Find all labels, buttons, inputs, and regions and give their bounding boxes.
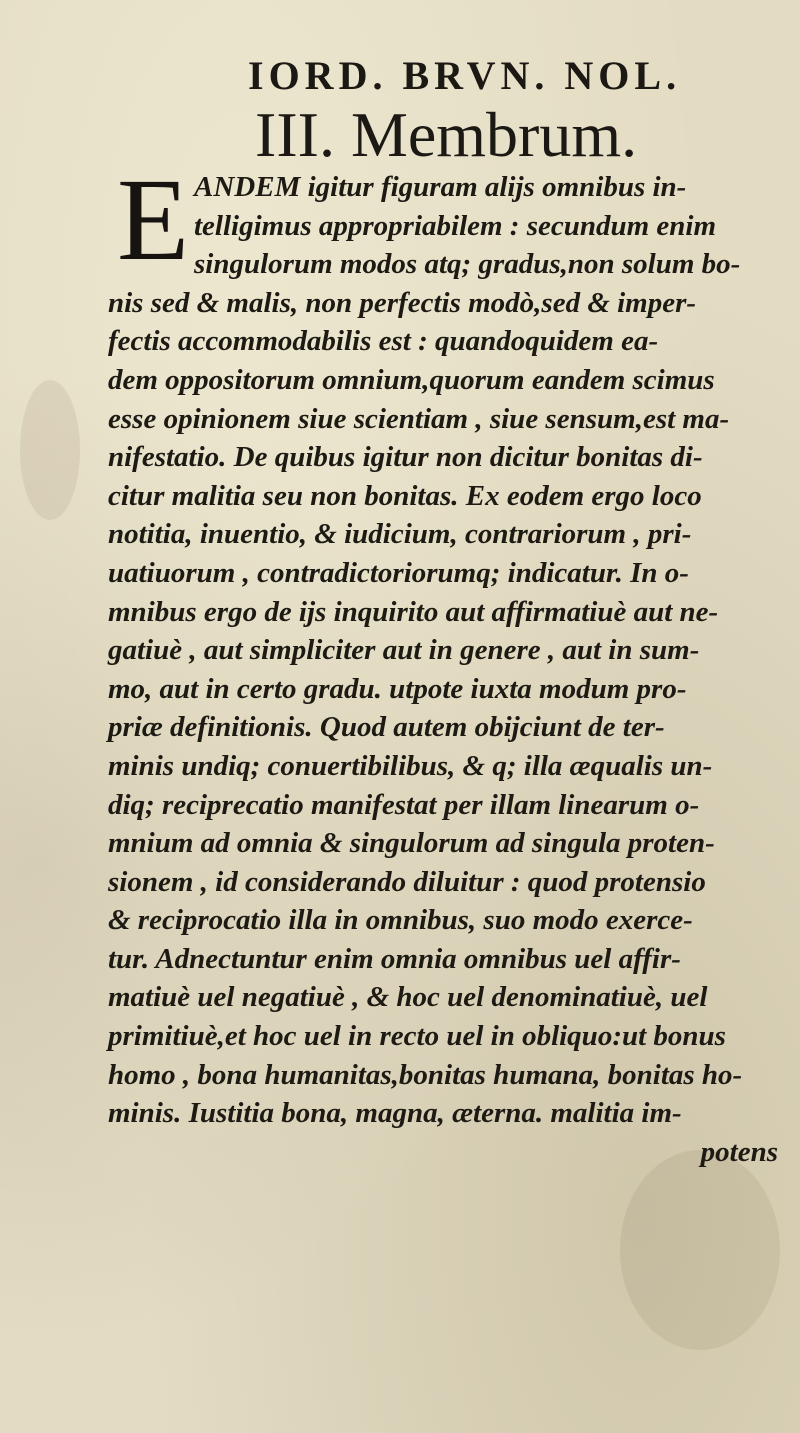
text-line: uatiuorum , contradictoriorumq; indicatur. In o-: [108, 556, 689, 589]
text-line: tur. Adnectuntur enim omnia omnibus uel affir-: [108, 942, 681, 975]
text-line: & reciprocatio illa in omnibus, suo modo exerce-: [108, 904, 693, 937]
text-line: nifestatio. De quibus igitur non dicitur bonitas di-: [108, 441, 703, 474]
text-line: matiuè uel negatiuè , & hoc uel denominatiuè, uel: [108, 981, 708, 1014]
text-line: homo , bona humanitas,bonitas humana, bonitas ho-: [108, 1058, 743, 1091]
text-line: priæ definitionis. Quod autem obijciunt de ter-: [108, 711, 665, 744]
text-line: mnibus ergo de ijs inquirito aut affirmatiuè aut ne-: [108, 595, 719, 628]
text-line: dem oppositorum omnium,quorum eandem scimus: [108, 363, 715, 396]
text-line: primitiuè,et hoc uel in recto uel in obliquo:ut bonus: [108, 1020, 726, 1053]
text-line: nis sed & malis, non perfectis modò,sed & imper-: [108, 286, 697, 319]
text-line: mo, aut in certo gradu. utpote iuxta modum pro-: [108, 672, 687, 705]
text-line: gatiuè , aut simpliciter aut in genere , aut in sum-: [108, 634, 700, 667]
section-title: III. Membrum.: [255, 99, 638, 170]
text-line: mnium ad omnia & singulorum ad singula proten-: [108, 827, 715, 860]
catchword: potens: [700, 1135, 778, 1168]
drop-cap-initial: E: [116, 154, 190, 285]
text-line: minis undiq; conuertibilibus, & q; illa æqualis un-: [108, 749, 713, 782]
text-line: diq; reciprecatio manifestat per illam linearum o-: [108, 788, 700, 821]
text-line: minis. Iustitia bona, magna, æterna. malitia im-: [108, 1097, 682, 1130]
text-line: sionem , id considerando diluitur : quod protensio: [108, 865, 706, 898]
text-line: esse opinionem siue scientiam , siue sensum,est ma-: [108, 402, 730, 435]
text-line: fectis accommodabilis est : quandoquidem ea-: [108, 325, 659, 358]
text-line: notitia, inuentio, & iudicium, contrariorum , pri-: [108, 518, 692, 551]
text-line: citur malitia seu non bonitas. Ex eodem ergo loco: [108, 479, 702, 512]
running-head: IORD. BRVN. NOL.: [248, 53, 682, 98]
text-line: telligimus appropriabilem : secundum enim: [194, 209, 717, 242]
paper-stain: [620, 1150, 780, 1350]
paper-stain: [20, 380, 80, 520]
text-line: ANDEM igitur figuram alijs omnibus in-: [194, 171, 687, 203]
text-line: singulorum modos atq; gradus,non solum bo-: [194, 248, 741, 281]
body-text: [108, 154, 798, 1171]
